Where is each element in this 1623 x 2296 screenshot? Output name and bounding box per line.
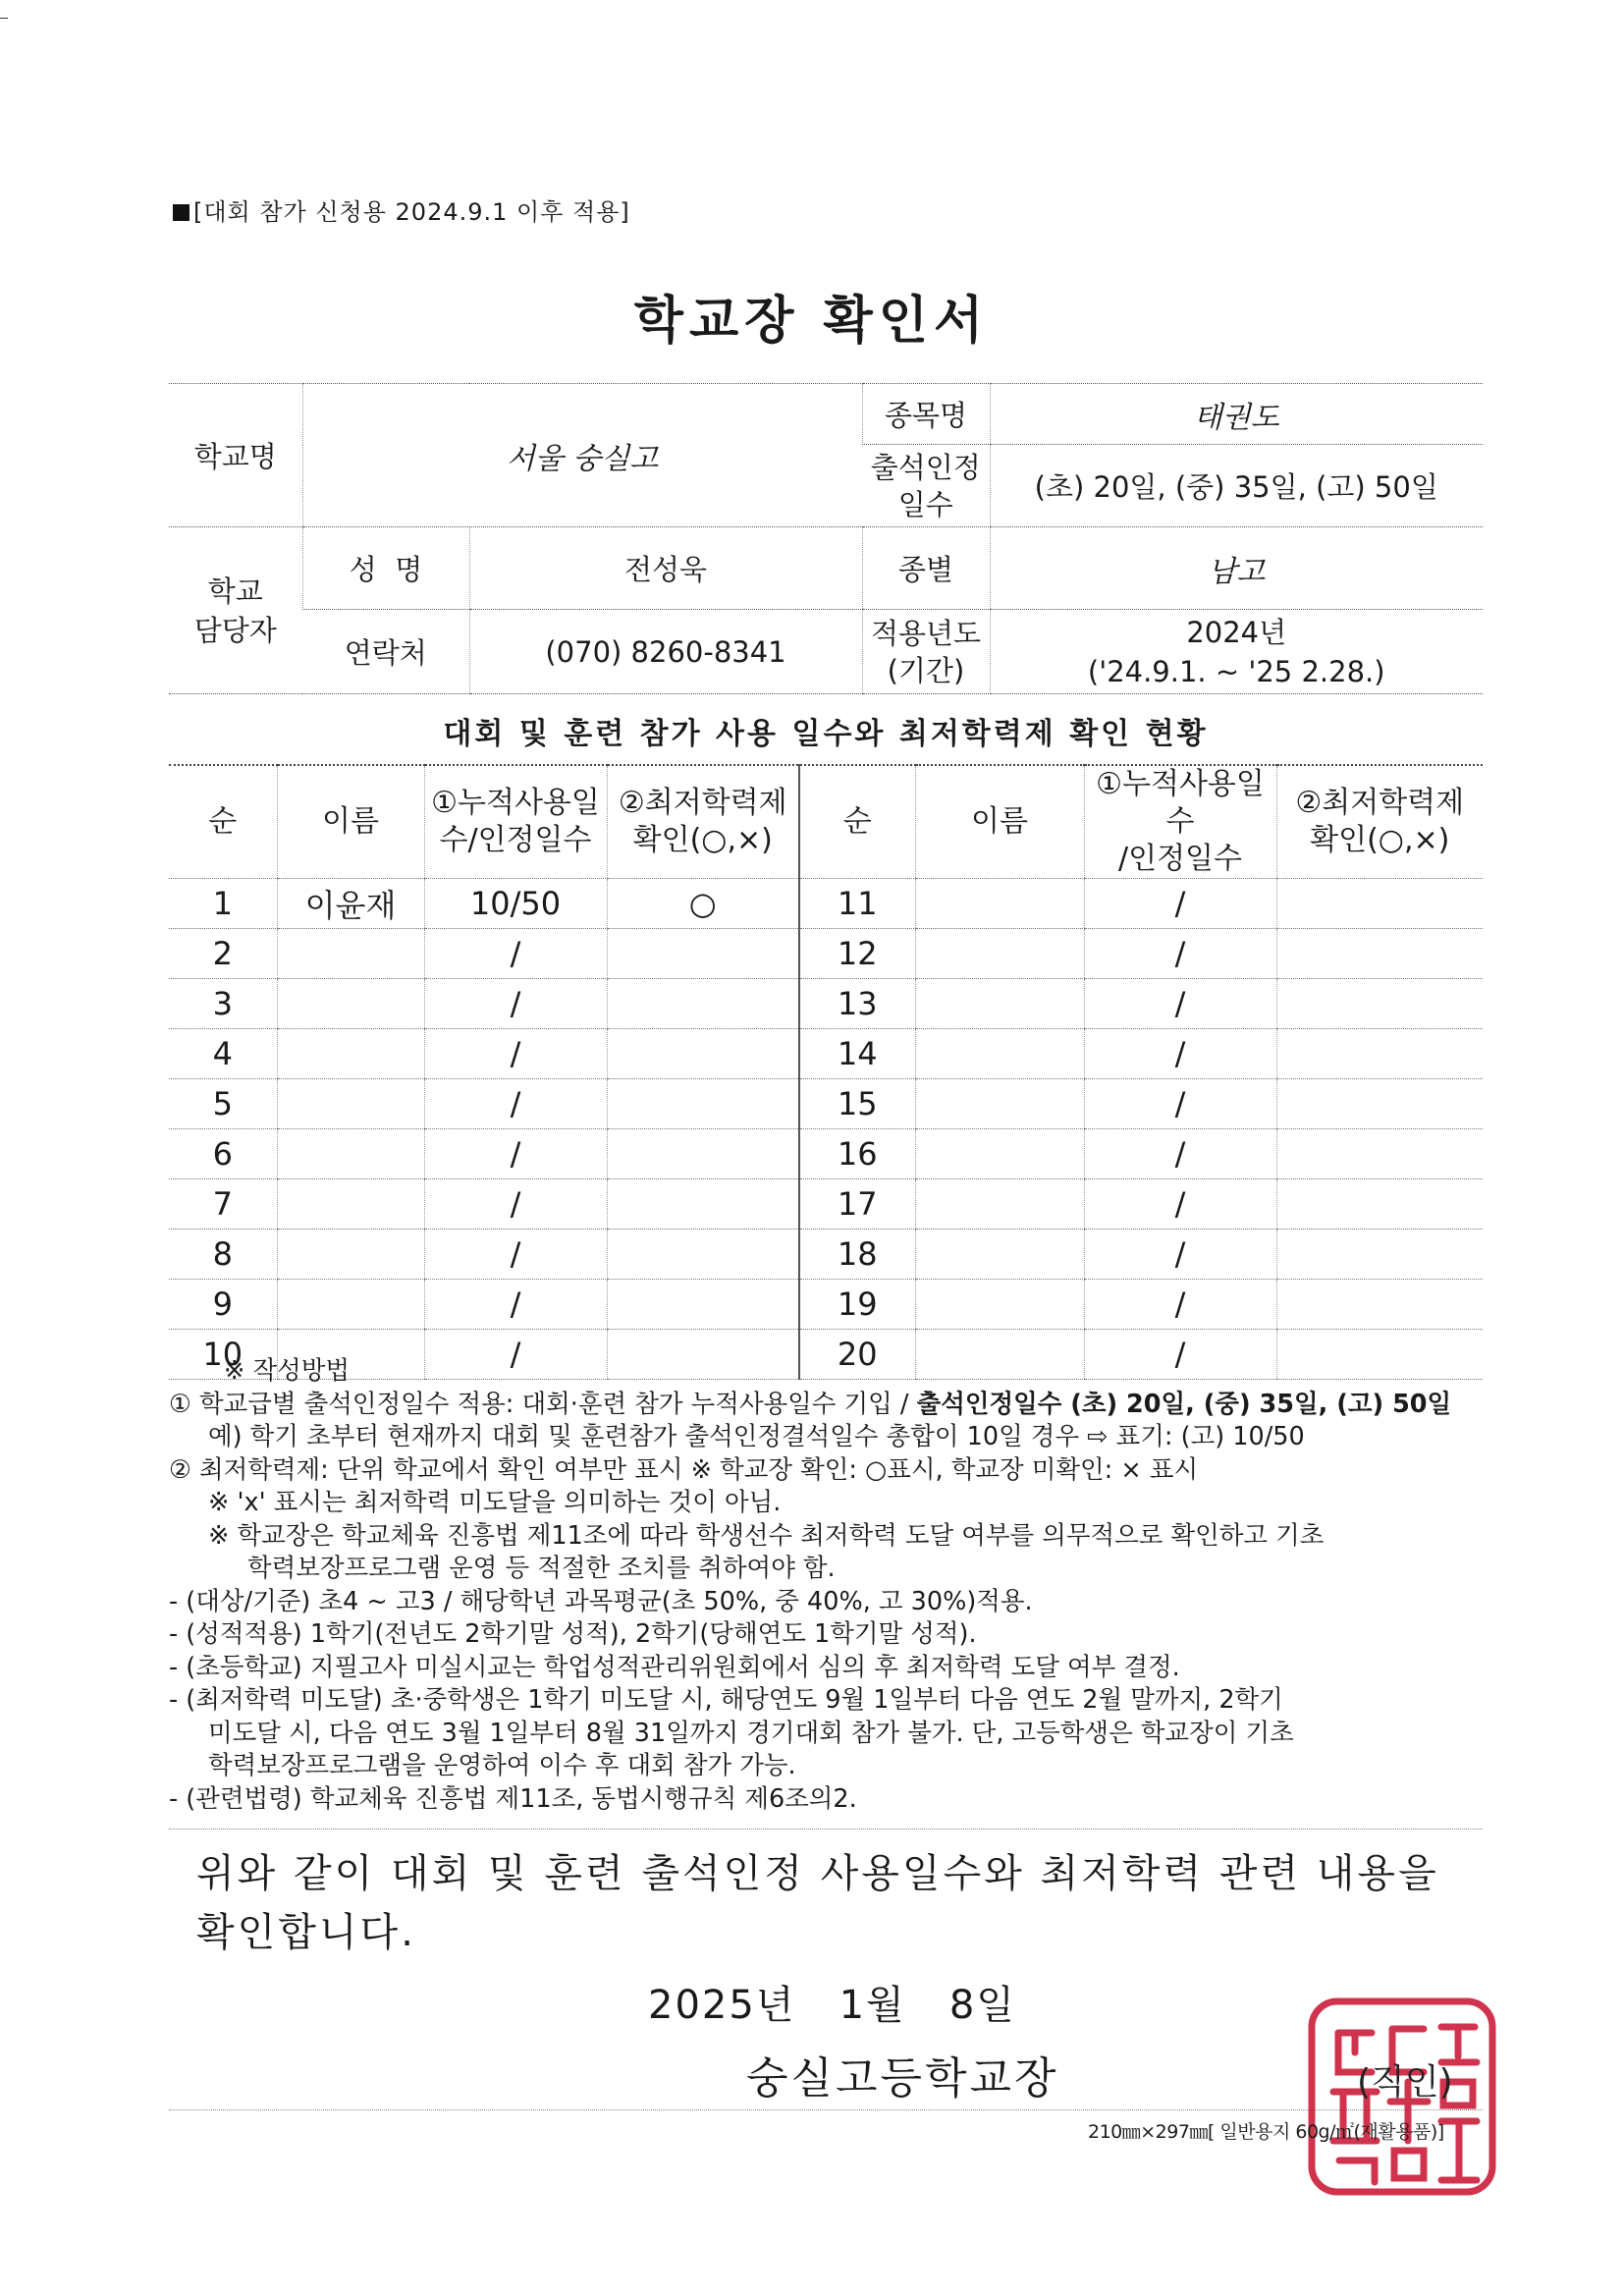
row-used-right: /	[1084, 929, 1276, 979]
principal-title: 숭실고등학교장	[746, 2053, 1059, 2104]
bullet-elementary: - (초등학교) 지필고사 미실시교는 학업성적관리위원회에서 심의 후 최저학력 도달 여부 결정.	[169, 1652, 1180, 1682]
row-name-left	[277, 1179, 424, 1230]
year-value-line1: 2024년	[1186, 615, 1287, 649]
row-used-left: /	[424, 1129, 607, 1179]
form-usage-note	[173, 192, 630, 227]
bullet-not-reached-line3: 학력보장프로그램을 운영하여 이수 후 대회 참가 가능.	[208, 1751, 796, 1780]
issue-date: 2025년 1월 8일	[648, 1983, 1016, 2028]
usage-table-header	[169, 765, 1483, 879]
row-used-right: /	[1084, 1230, 1276, 1280]
paper-spec: 210㎜×297㎜[ 일반용지 60g/㎡(재활용품)]	[1088, 2121, 1444, 2143]
row-name-right	[915, 879, 1084, 929]
gender-value: 남고	[990, 527, 1483, 610]
attendance-value: (초) 20일, (중) 35일, (고) 50일	[990, 445, 1483, 527]
attendance-label-line2: 일수	[897, 487, 953, 521]
row-no-left: 5	[169, 1079, 277, 1129]
row-min-right	[1276, 1179, 1483, 1230]
row-used-left: /	[424, 1179, 607, 1230]
row-min-left	[607, 1129, 799, 1179]
row-name-left	[277, 929, 424, 979]
row-min-right	[1276, 929, 1483, 979]
row-min-left	[607, 929, 799, 979]
row-used-left: /	[424, 1330, 607, 1380]
usage-days-table	[169, 764, 1483, 1380]
manager-label-line1: 학교	[207, 574, 263, 608]
header-min-right	[1276, 765, 1483, 879]
year-label	[862, 610, 990, 694]
row-used-right: /	[1084, 1029, 1276, 1079]
header-used-right-line1: ①누적사용일수	[1096, 767, 1265, 839]
header-min-left-line2: 확인(○,×)	[632, 823, 773, 857]
name-label: 성 명	[302, 527, 469, 610]
bullet-not-reached-line2: 미도달 시, 다음 연도 3월 1일부터 8월 31일까지 경기대회 참가 불가. 단, 고등학생은 학교장이 기초	[208, 1718, 1294, 1748]
row-no-right: 13	[799, 979, 915, 1029]
row-min-left	[607, 1079, 799, 1129]
row-name-right	[915, 1179, 1084, 1230]
contact-label: 연락처	[302, 610, 469, 694]
row-no-right: 16	[799, 1129, 915, 1179]
year-label-line1: 적용년도	[870, 616, 982, 650]
row-name-left	[277, 979, 424, 1029]
header-min-right-line1: ②최저학력제	[1295, 786, 1465, 820]
header-used-left-line1: ①누적사용일	[431, 786, 600, 820]
row-used-left: 10/50	[424, 879, 607, 929]
row-no-left: 6	[169, 1129, 277, 1179]
note-2-x: ※ 'x' 표시는 최저학력 미도달을 의미하는 것이 아님.	[208, 1488, 782, 1517]
school-value: 서울 숭실고	[302, 384, 862, 527]
row-no-right: 18	[799, 1230, 915, 1280]
row-used-left: /	[424, 1029, 607, 1079]
row-name-left	[277, 1129, 424, 1179]
header-no-left: 순	[169, 765, 277, 879]
row-no-left: 2	[169, 929, 277, 979]
bullet-not-reached-line1: - (최저학력 미도달) 초·중학생은 1학기 미도달 시, 해당연도 9월 1일부터 다음 연도 2월 말까지, 2학기	[169, 1685, 1283, 1715]
row-no-left: 9	[169, 1280, 277, 1330]
row-no-left: 10	[169, 1330, 277, 1380]
year-label-line2: (기간)	[887, 653, 965, 687]
section-title: 대회 및 훈련 참가 사용 일수와 최저학력제 확인 현황	[443, 717, 1209, 751]
table-row	[169, 1129, 1483, 1179]
row-name-left	[277, 1079, 424, 1129]
row-no-right: 15	[799, 1079, 915, 1129]
name-value: 전성욱	[469, 527, 862, 610]
table-row	[169, 979, 1483, 1029]
row-used-right: /	[1084, 879, 1276, 929]
header-name-right: 이름	[915, 765, 1084, 879]
attendance-label-line1: 출석인정	[870, 450, 981, 484]
bottom-divider	[169, 2109, 1483, 2110]
row-min-right	[1276, 979, 1483, 1029]
row-no-right: 11	[799, 879, 915, 929]
document-title: 학교장 확인서	[633, 292, 990, 351]
note-1-text: ① 학교급별 출석인정일수 적용: 대회·훈련 참가 누적사용일수 기입 /	[169, 1389, 917, 1419]
header-used-right	[1084, 765, 1276, 879]
row-no-right: 14	[799, 1029, 915, 1079]
header-used-right-line2: /인정일수	[1117, 842, 1243, 876]
row-min-left	[607, 979, 799, 1029]
row-no-right: 12	[799, 929, 915, 979]
header-name-left: 이름	[277, 765, 424, 879]
row-min-right	[1276, 879, 1483, 929]
instructions-heading: ※ 작성방법	[224, 1356, 351, 1386]
header-no-right: 순	[799, 765, 915, 879]
row-used-left: /	[424, 1079, 607, 1129]
row-min-left	[607, 1280, 799, 1330]
note-1-example: 예) 학기 초부터 현재까지 대회 및 훈련참가 출석인정결석일수 총합이 10일 경우 ⇨ 표기: (고) 10/50	[208, 1422, 1305, 1451]
row-name-right	[915, 929, 1084, 979]
manager-label-line2: 담당자	[193, 613, 277, 647]
row-name-left	[277, 1029, 424, 1079]
row-used-right: /	[1084, 1179, 1276, 1230]
row-used-left: /	[424, 979, 607, 1029]
row-name-right	[915, 1230, 1084, 1280]
row-used-right: /	[1084, 1280, 1276, 1330]
note-2-law-line2: 학력보장프로그램 운영 등 적절한 조치를 취하여야 함.	[247, 1554, 836, 1583]
row-name-left: 이윤재	[277, 879, 424, 929]
table-row	[169, 1179, 1483, 1230]
year-value	[990, 610, 1483, 694]
header-min-left-line1: ②최저학력제	[618, 786, 787, 820]
row-name-left	[277, 1280, 424, 1330]
row-min-left	[607, 1029, 799, 1079]
manager-label	[169, 527, 302, 694]
header-min-left	[607, 765, 799, 879]
scan-edge-mark	[0, 18, 8, 19]
row-name-right	[915, 1129, 1084, 1179]
row-used-right: /	[1084, 1079, 1276, 1129]
attendance-label	[862, 445, 990, 527]
row-min-right	[1276, 1129, 1483, 1179]
row-name-left	[277, 1230, 424, 1280]
row-no-right: 20	[799, 1330, 915, 1380]
header-used-left-line2: 수/인정일수	[439, 823, 592, 857]
row-no-left: 3	[169, 979, 277, 1029]
row-used-right: /	[1084, 1129, 1276, 1179]
bullet-grades: - (성적적용) 1학기(전년도 2학기말 성적), 2학기(당해연도 1학기말 성적).	[169, 1619, 977, 1649]
note-1	[169, 1389, 1485, 1422]
row-name-right	[915, 1029, 1084, 1079]
table-row	[169, 1029, 1483, 1079]
row-used-left: /	[424, 1230, 607, 1280]
row-name-right	[915, 979, 1084, 1029]
row-no-right: 17	[799, 1179, 915, 1230]
note-1-bold: 출석인정일수 (초) 20일, (중) 35일, (고) 50일	[916, 1389, 1452, 1419]
row-min-right	[1276, 1280, 1483, 1330]
bullet-target: - (대상/기준) 초4 ~ 고3 / 해당학년 과목평균(초 50%, 중 40%, 고 30%)적용.	[169, 1586, 1033, 1616]
sport-label: 종목명	[862, 384, 990, 445]
table-row	[169, 1280, 1483, 1330]
seal-label: (직인)	[1357, 2062, 1453, 2103]
table-row	[169, 879, 1483, 929]
row-min-left	[607, 1230, 799, 1280]
row-no-left: 7	[169, 1179, 277, 1230]
square-bullet-icon	[173, 204, 189, 221]
school-info-table	[169, 383, 1483, 694]
row-no-left: 4	[169, 1029, 277, 1079]
row-no-left: 8	[169, 1230, 277, 1280]
contact-value: (070) 8260-8341	[469, 610, 862, 694]
row-name-right	[915, 1079, 1084, 1129]
row-no-right: 19	[799, 1280, 915, 1330]
row-used-left: /	[424, 929, 607, 979]
bullet-law: - (관련법령) 학교체육 진흥법 제11조, 동법시행규칙 제6조의2.	[169, 1783, 857, 1814]
row-name-right	[915, 1280, 1084, 1330]
confirmation-statement	[196, 1844, 1492, 1962]
row-used-right: /	[1084, 979, 1276, 1029]
row-used-right: /	[1084, 1330, 1276, 1380]
sport-value: 태권도	[990, 384, 1483, 445]
header-min-right-line2: 확인(○,×)	[1310, 823, 1450, 857]
table-row	[169, 929, 1483, 979]
table-row	[169, 1230, 1483, 1280]
school-label: 학교명	[169, 384, 302, 527]
instructions	[169, 1355, 1485, 1816]
confirmation-line1: 위와 같이 대회 및 훈련 출석인정 사용일수와 최저학력 관련 내용을	[196, 1851, 1439, 1896]
row-min-left	[607, 1179, 799, 1230]
table-row	[169, 1079, 1483, 1129]
note-2: ② 최저학력제: 단위 학교에서 확인 여부만 표시 ※ 학교장 확인: ○표시, 학교장 미확인: × 표시	[169, 1454, 1199, 1485]
row-min-right	[1276, 1079, 1483, 1129]
form-usage-note-text: [대회 참가 신청용 2024.9.1 이후 적용]	[193, 198, 630, 226]
gender-label: 종별	[862, 527, 990, 610]
note-2-law-line1: ※ 학교장은 학교체육 진흥법 제11조에 따라 학생선수 최저학력 도달 여부를 의무적으로 확인하고 기초	[208, 1520, 1325, 1551]
row-min-right	[1276, 1230, 1483, 1280]
row-min-right	[1276, 1029, 1483, 1079]
divider	[169, 1829, 1483, 1830]
header-used-left	[424, 765, 607, 879]
year-value-line2: ('24.9.1. ~ '25 2.28.)	[1087, 654, 1385, 688]
row-no-left: 1	[169, 879, 277, 929]
confirmation-line2: 확인합니다.	[196, 1910, 416, 1955]
row-min-left: ○	[607, 879, 799, 929]
row-used-left: /	[424, 1280, 607, 1330]
